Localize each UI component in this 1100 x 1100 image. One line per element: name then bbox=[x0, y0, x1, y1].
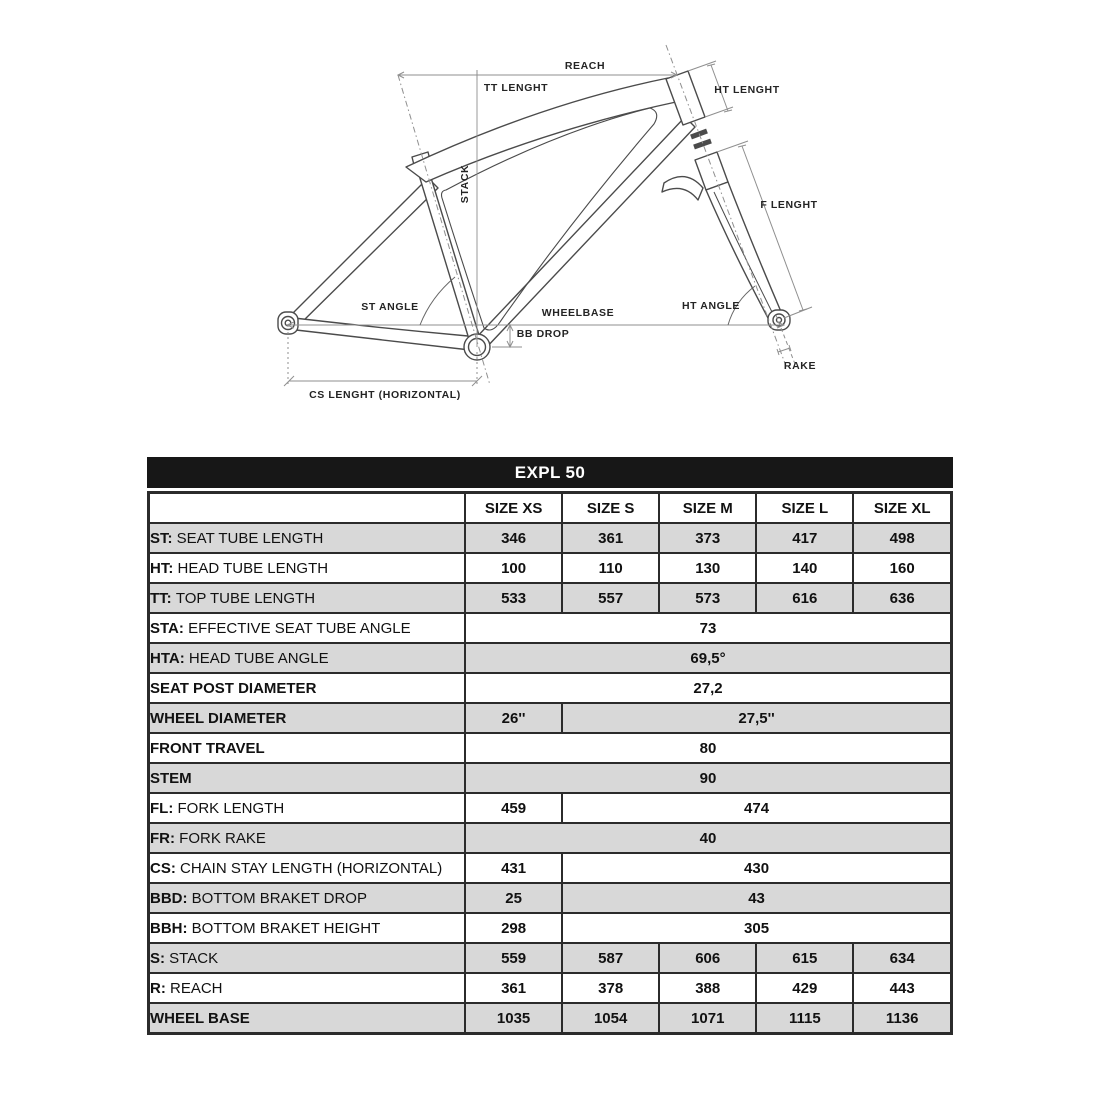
row-label: STA: EFFECTIVE SEAT TUBE ANGLE bbox=[149, 613, 466, 643]
diagram-label-st-angle: ST ANGLE bbox=[361, 301, 419, 313]
cell-value: 1054 bbox=[562, 1003, 659, 1034]
geometry-table bbox=[147, 457, 953, 1035]
row-label: FR: FORK RAKE bbox=[149, 823, 466, 853]
table-row bbox=[149, 913, 952, 943]
diagram-label-f-lenght: F LENGHT bbox=[760, 199, 818, 211]
row-label: FRONT TRAVEL bbox=[149, 733, 466, 763]
cell-value: 636 bbox=[853, 583, 951, 613]
cell-value: 559 bbox=[465, 943, 562, 973]
table-row bbox=[149, 703, 952, 733]
bike-geometry-diagram bbox=[0, 0, 1100, 446]
diagram-label-cs-lenght-horizontal: CS LENGHT (HORIZONTAL) bbox=[309, 389, 461, 401]
table-title: EXPL 50 bbox=[514, 463, 586, 482]
table-row bbox=[149, 883, 952, 913]
cell-value: 634 bbox=[853, 943, 951, 973]
cell-value: 361 bbox=[562, 523, 659, 553]
row-label: TT: TOP TUBE LENGTH bbox=[149, 583, 466, 613]
row-label: S: STACK bbox=[149, 943, 466, 973]
frame-drawing bbox=[278, 71, 705, 360]
cell-value: 429 bbox=[756, 973, 853, 1003]
cell-value: 557 bbox=[562, 583, 659, 613]
table-row bbox=[149, 793, 952, 823]
table-row bbox=[149, 943, 952, 973]
cell-value: 606 bbox=[659, 943, 756, 973]
frame-drawing-svg bbox=[0, 0, 1100, 446]
row-label: SEAT POST DIAMETER bbox=[149, 673, 466, 703]
column-header: SIZE XS bbox=[465, 493, 562, 524]
column-header: SIZE L bbox=[756, 493, 853, 524]
diagram-label-stack: STACK bbox=[459, 164, 471, 204]
corner-cell bbox=[149, 493, 466, 524]
cell-value: 160 bbox=[853, 553, 951, 583]
cell-value: 100 bbox=[465, 553, 562, 583]
diagram-label-ht-angle: HT ANGLE bbox=[681, 300, 741, 312]
table-row bbox=[149, 823, 952, 853]
diagram-label-ht-lenght: HT LENGHT bbox=[714, 84, 780, 96]
row-label: WHEEL DIAMETER bbox=[149, 703, 466, 733]
diagram-label-bb-drop: BB DROP bbox=[516, 328, 570, 340]
row-label: ST: SEAT TUBE LENGTH bbox=[149, 523, 466, 553]
cell-value: 417 bbox=[756, 523, 853, 553]
table-title-bar bbox=[147, 457, 953, 488]
table-row bbox=[149, 583, 952, 613]
spec-table bbox=[147, 491, 953, 1035]
cell-value: 587 bbox=[562, 943, 659, 973]
cell-value: 298 bbox=[465, 913, 562, 943]
cell-value: 73 bbox=[465, 613, 951, 643]
row-label: BBD: BOTTOM BRAKET DROP bbox=[149, 883, 466, 913]
column-header: SIZE XL bbox=[853, 493, 951, 524]
row-label: WHEEL BASE bbox=[149, 1003, 466, 1034]
cell-value: 130 bbox=[659, 553, 756, 583]
diagram-label-rake: RAKE bbox=[783, 360, 817, 372]
cell-value: 388 bbox=[659, 973, 756, 1003]
row-label: CS: CHAIN STAY LENGTH (HORIZONTAL) bbox=[149, 853, 466, 883]
row-label: R: REACH bbox=[149, 973, 466, 1003]
table-row bbox=[149, 853, 952, 883]
row-label: HT: HEAD TUBE LENGTH bbox=[149, 553, 466, 583]
cell-value: 27,5'' bbox=[562, 703, 951, 733]
cell-value: 474 bbox=[562, 793, 951, 823]
cell-value: 498 bbox=[853, 523, 951, 553]
cell-value: 27,2 bbox=[465, 673, 951, 703]
cell-value: 431 bbox=[465, 853, 562, 883]
column-header: SIZE M bbox=[659, 493, 756, 524]
table-row bbox=[149, 1003, 952, 1034]
cell-value: 69,5° bbox=[465, 643, 951, 673]
row-label: BBH: BOTTOM BRAKET HEIGHT bbox=[149, 913, 466, 943]
cell-value: 40 bbox=[465, 823, 951, 853]
cell-value: 615 bbox=[756, 943, 853, 973]
row-label: FL: FORK LENGTH bbox=[149, 793, 466, 823]
cell-value: 80 bbox=[465, 733, 951, 763]
cell-value: 26'' bbox=[465, 703, 562, 733]
table-row bbox=[149, 673, 952, 703]
table-row bbox=[149, 643, 952, 673]
cell-value: 25 bbox=[465, 883, 562, 913]
cell-value: 1071 bbox=[659, 1003, 756, 1034]
cell-value: 616 bbox=[756, 583, 853, 613]
column-header: SIZE S bbox=[562, 493, 659, 524]
table-row bbox=[149, 733, 952, 763]
cell-value: 1136 bbox=[853, 1003, 951, 1034]
cell-value: 1035 bbox=[465, 1003, 562, 1034]
diagram-label-reach: REACH bbox=[564, 60, 606, 72]
table-row bbox=[149, 553, 952, 583]
cell-value: 459 bbox=[465, 793, 562, 823]
table-row bbox=[149, 973, 952, 1003]
cell-value: 110 bbox=[562, 553, 659, 583]
diagram-label-wheelbase: WHEELBASE bbox=[541, 307, 615, 319]
row-label: STEM bbox=[149, 763, 466, 793]
cell-value: 573 bbox=[659, 583, 756, 613]
table-row bbox=[149, 763, 952, 793]
cell-value: 43 bbox=[562, 883, 951, 913]
table-row bbox=[149, 523, 952, 553]
cell-value: 378 bbox=[562, 973, 659, 1003]
cell-value: 140 bbox=[756, 553, 853, 583]
cell-value: 305 bbox=[562, 913, 951, 943]
table-row bbox=[149, 613, 952, 643]
cell-value: 443 bbox=[853, 973, 951, 1003]
cell-value: 90 bbox=[465, 763, 951, 793]
cell-value: 430 bbox=[562, 853, 951, 883]
cell-value: 533 bbox=[465, 583, 562, 613]
diagram-label-tt-lenght: TT LENGHT bbox=[483, 82, 549, 94]
cell-value: 373 bbox=[659, 523, 756, 553]
row-label: HTA: HEAD TUBE ANGLE bbox=[149, 643, 466, 673]
cell-value: 346 bbox=[465, 523, 562, 553]
size-header-row bbox=[149, 493, 952, 524]
cell-value: 1115 bbox=[756, 1003, 853, 1034]
cell-value: 361 bbox=[465, 973, 562, 1003]
